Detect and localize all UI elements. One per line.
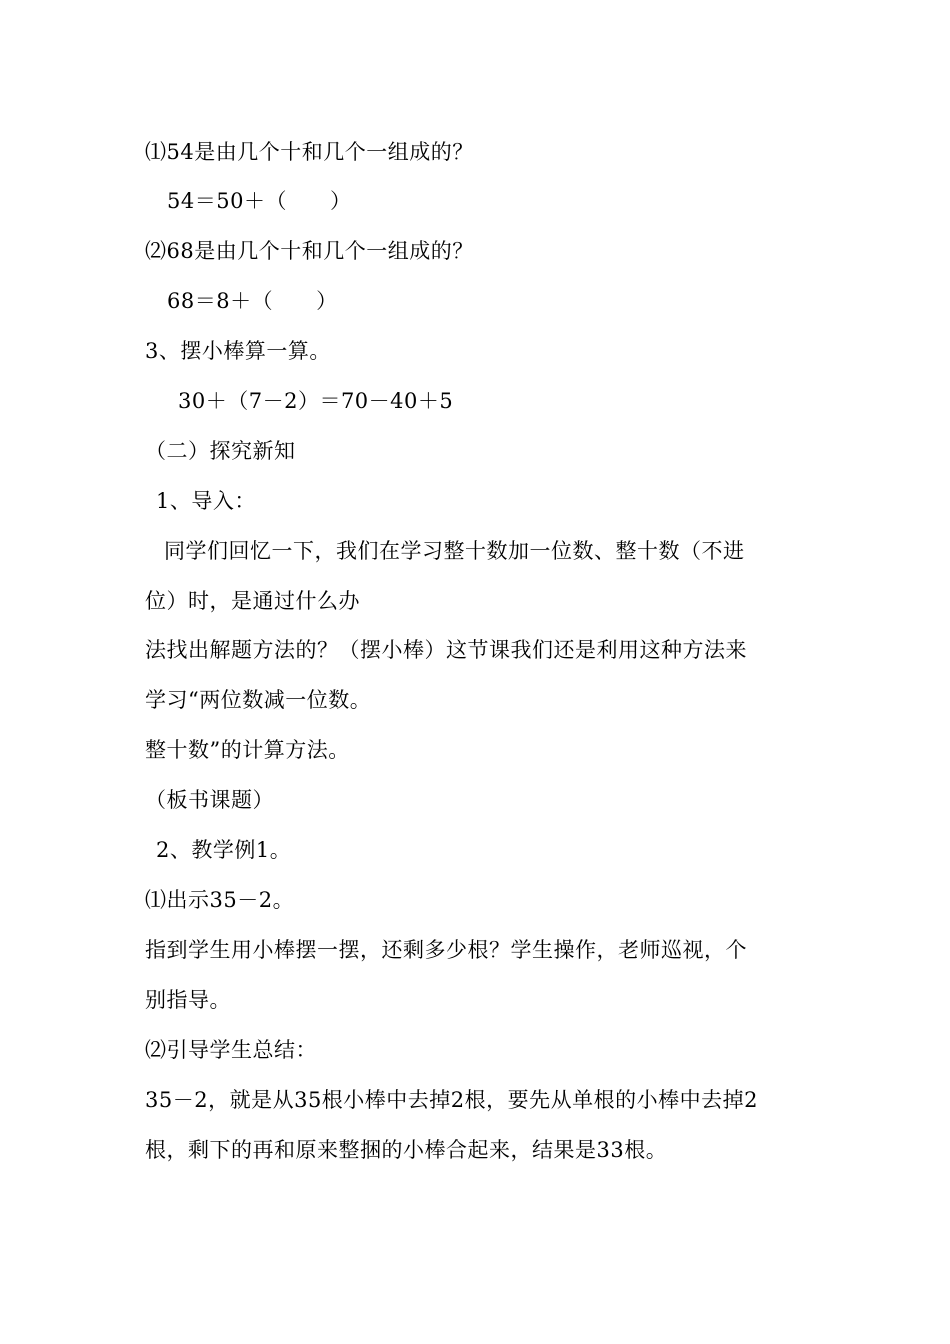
equation-2: 68＝8＋（ ） <box>167 289 338 313</box>
equation-1: 54＝50＋（ ） <box>167 189 352 213</box>
paragraph-line: 整十数”的计算方法。 <box>145 738 350 762</box>
question-2: ⑵68是由几个十和几个一组成的？ <box>145 239 474 263</box>
paragraph-line: 位）时，是通过什么办 <box>145 589 360 613</box>
paragraph-line: 同学们回忆一下，我们在学习整十数加一位数、整十数（不进 <box>164 539 745 563</box>
section-heading-3: 3、摆小棒算一算。 <box>145 339 331 363</box>
paragraph-line: 根，剩下的再和原来整捆的小棒合起来，结果是33根。 <box>145 1138 668 1162</box>
subheading-example: 2、教学例1。 <box>156 838 292 862</box>
equation-3: 30＋（7－2）＝70－40＋5 <box>178 389 454 413</box>
question-1: ⑴54是由几个十和几个一组成的？ <box>145 140 474 164</box>
section-heading-2: （二）探究新知 <box>145 439 296 463</box>
paragraph-line: （板书课题） <box>145 788 274 812</box>
step-2: ⑵引导学生总结： <box>145 1038 317 1062</box>
paragraph-line: 别指导。 <box>145 988 231 1012</box>
paragraph-line: 学习“两位数减一位数。 <box>145 688 372 712</box>
paragraph-line: 指到学生用小棒摆一摆，还剩多少根？学生操作，老师巡视，个 <box>145 938 747 962</box>
subheading-import: 1、导入： <box>156 489 256 513</box>
paragraph-line: 法找出解题方法的？（摆小棒）这节课我们还是利用这种方法来 <box>145 638 747 662</box>
paragraph-line: 35－2，就是从35根小棒中去掉2根，要先从单根的小棒中去掉2 <box>145 1088 759 1112</box>
step-1: ⑴出示35－2。 <box>145 888 295 912</box>
